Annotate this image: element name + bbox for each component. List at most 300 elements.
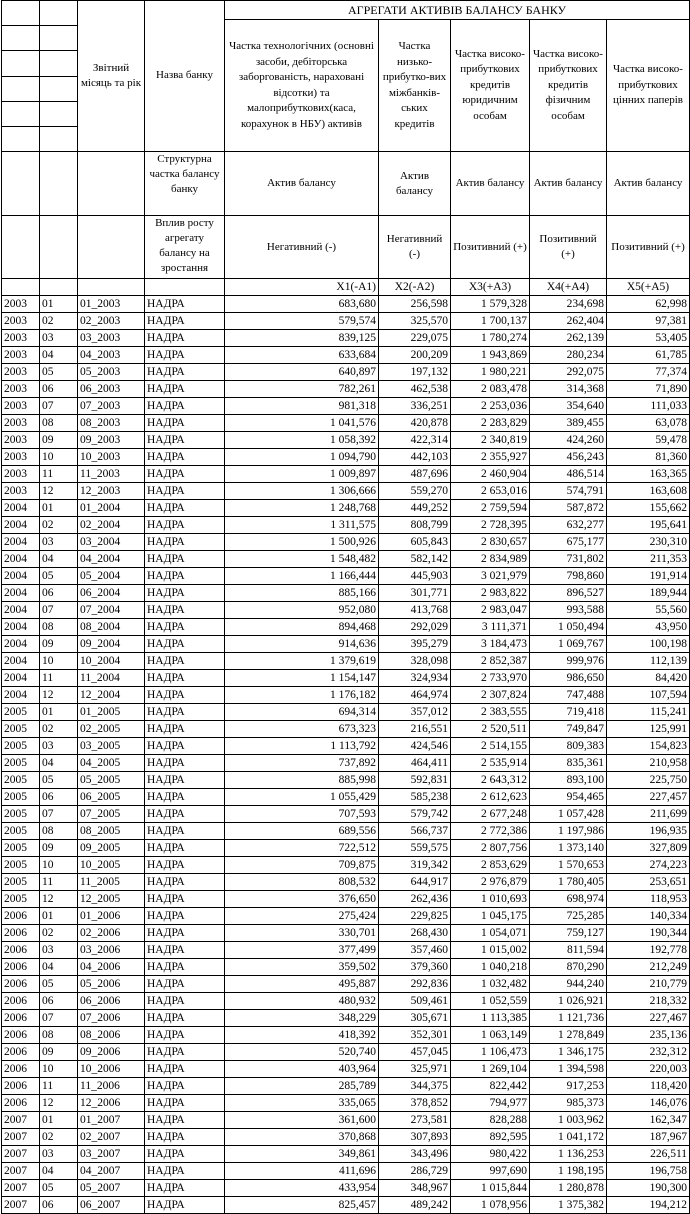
month-cell[interactable]: 12 — [40, 483, 78, 500]
year-cell[interactable]: 2005 — [2, 738, 40, 755]
period-cell[interactable]: 05_2006 — [78, 976, 145, 993]
period-cell[interactable]: 05_2005 — [78, 772, 145, 789]
empty-cell[interactable] — [78, 152, 145, 216]
x3-value[interactable]: 1 269,104 — [451, 1061, 530, 1078]
year-cell[interactable]: 2004 — [2, 534, 40, 551]
bank-name-cell[interactable]: НАДРА — [145, 500, 225, 517]
month-cell[interactable]: 09 — [40, 840, 78, 857]
bank-name-cell[interactable]: НАДРА — [145, 432, 225, 449]
bank-name-cell[interactable]: НАДРА — [145, 1197, 225, 1214]
x1-value[interactable]: 1 548,482 — [225, 551, 379, 568]
year-cell[interactable]: 2003 — [2, 364, 40, 381]
period-cell[interactable]: 07_2005 — [78, 806, 145, 823]
x2-value[interactable]: 644,917 — [379, 874, 451, 891]
month-cell[interactable]: 08 — [40, 823, 78, 840]
x1-value[interactable]: 633,684 — [225, 347, 379, 364]
year-cell[interactable]: 2006 — [2, 976, 40, 993]
x3-value[interactable]: 1 045,175 — [451, 908, 530, 925]
bank-name-cell[interactable]: НАДРА — [145, 619, 225, 636]
x2-value[interactable]: 229,825 — [379, 908, 451, 925]
x1-value[interactable]: 359,502 — [225, 959, 379, 976]
month-cell[interactable]: 04 — [40, 1163, 78, 1180]
corner-cell-a[interactable] — [2, 1, 40, 152]
structural-share-label[interactable]: Структурна частка балансу банку — [145, 152, 225, 216]
year-cell[interactable]: 2007 — [2, 1197, 40, 1214]
year-cell[interactable]: 2005 — [2, 840, 40, 857]
x5-value[interactable]: 77,374 — [607, 364, 690, 381]
x4-value[interactable]: 893,100 — [530, 772, 607, 789]
x3-value[interactable]: 794,977 — [451, 1095, 530, 1112]
asset-label-x4[interactable]: Актив балансу — [530, 152, 607, 216]
bank-name-cell[interactable]: НАДРА — [145, 1078, 225, 1095]
x2-value[interactable]: 305,671 — [379, 1010, 451, 1027]
bank-name-cell[interactable]: НАДРА — [145, 942, 225, 959]
x2-value[interactable]: 292,836 — [379, 976, 451, 993]
x3-value[interactable]: 2 514,155 — [451, 738, 530, 755]
x1-value[interactable]: 1 379,619 — [225, 653, 379, 670]
x3-value[interactable]: 2 772,386 — [451, 823, 530, 840]
x5-value[interactable]: 107,594 — [607, 687, 690, 704]
x5-value[interactable]: 118,953 — [607, 891, 690, 908]
x3-value[interactable]: 2 460,904 — [451, 466, 530, 483]
year-cell[interactable]: 2004 — [2, 585, 40, 602]
year-cell[interactable]: 2007 — [2, 1146, 40, 1163]
x5-value[interactable]: 59,478 — [607, 432, 690, 449]
year-cell[interactable]: 2004 — [2, 619, 40, 636]
x2-value[interactable]: 395,279 — [379, 636, 451, 653]
empty-cell[interactable] — [78, 216, 145, 279]
x5-value[interactable]: 162,347 — [607, 1112, 690, 1129]
x1-value[interactable]: 709,875 — [225, 857, 379, 874]
x4-value[interactable]: 1 136,253 — [530, 1146, 607, 1163]
x3-value[interactable]: 1 943,869 — [451, 347, 530, 364]
period-cell[interactable]: 07_2006 — [78, 1010, 145, 1027]
year-cell[interactable]: 2003 — [2, 483, 40, 500]
year-cell[interactable]: 2003 — [2, 398, 40, 415]
x2-value[interactable]: 378,852 — [379, 1095, 451, 1112]
month-cell[interactable]: 07 — [40, 602, 78, 619]
period-cell[interactable]: 06_2006 — [78, 993, 145, 1010]
year-cell[interactable]: 2006 — [2, 959, 40, 976]
x3-value[interactable]: 980,422 — [451, 1146, 530, 1163]
period-cell[interactable]: 09_2005 — [78, 840, 145, 857]
x1-value[interactable]: 673,323 — [225, 721, 379, 738]
year-cell[interactable]: 2005 — [2, 891, 40, 908]
x4-value[interactable]: 747,488 — [530, 687, 607, 704]
year-cell[interactable]: 2004 — [2, 670, 40, 687]
bank-name-cell[interactable]: НАДРА — [145, 398, 225, 415]
year-cell[interactable]: 2006 — [2, 1010, 40, 1027]
year-cell[interactable]: 2004 — [2, 517, 40, 534]
x3-value[interactable]: 892,595 — [451, 1129, 530, 1146]
x5-value[interactable]: 81,360 — [607, 449, 690, 466]
x4-value[interactable]: 354,640 — [530, 398, 607, 415]
x1-value[interactable]: 377,499 — [225, 942, 379, 959]
x2-value[interactable]: 229,075 — [379, 330, 451, 347]
x2-value[interactable]: 379,360 — [379, 959, 451, 976]
month-cell[interactable]: 04 — [40, 755, 78, 772]
x3-value[interactable]: 2 677,248 — [451, 806, 530, 823]
bank-name-cell[interactable]: НАДРА — [145, 1095, 225, 1112]
bank-name-cell[interactable]: НАДРА — [145, 721, 225, 738]
bank-name-cell[interactable]: НАДРА — [145, 755, 225, 772]
month-cell[interactable]: 08 — [40, 1027, 78, 1044]
x5-value[interactable]: 210,779 — [607, 976, 690, 993]
x1-value[interactable]: 403,964 — [225, 1061, 379, 1078]
year-cell[interactable]: 2005 — [2, 806, 40, 823]
x5-value[interactable]: 63,078 — [607, 415, 690, 432]
x5-value[interactable]: 71,890 — [607, 381, 690, 398]
x1-value[interactable]: 1 009,897 — [225, 466, 379, 483]
empty-cell[interactable] — [40, 152, 78, 216]
x4-value[interactable]: 1 121,736 — [530, 1010, 607, 1027]
x3-value[interactable]: 3 111,371 — [451, 619, 530, 636]
year-cell[interactable]: 2005 — [2, 721, 40, 738]
x4-value[interactable]: 1 198,195 — [530, 1163, 607, 1180]
x4-value[interactable]: 262,404 — [530, 313, 607, 330]
x4-value[interactable]: 749,847 — [530, 721, 607, 738]
x5-value[interactable]: 194,212 — [607, 1197, 690, 1214]
x5-value[interactable]: 210,958 — [607, 755, 690, 772]
x3-value[interactable]: 2 520,511 — [451, 721, 530, 738]
x5-value[interactable]: 196,935 — [607, 823, 690, 840]
month-cell[interactable]: 11 — [40, 874, 78, 891]
x4-value[interactable]: 917,253 — [530, 1078, 607, 1095]
x2-value[interactable]: 262,436 — [379, 891, 451, 908]
x3-value[interactable]: 1 579,328 — [451, 296, 530, 313]
x3-value[interactable]: 2 307,824 — [451, 687, 530, 704]
x5-value[interactable]: 220,003 — [607, 1061, 690, 1078]
period-cell[interactable]: 08_2003 — [78, 415, 145, 432]
month-cell[interactable]: 11 — [40, 1078, 78, 1095]
month-cell[interactable]: 09 — [40, 636, 78, 653]
x4-value[interactable]: 456,243 — [530, 449, 607, 466]
bank-name-cell[interactable]: НАДРА — [145, 857, 225, 874]
x4-value[interactable]: 698,974 — [530, 891, 607, 908]
x3-value[interactable]: 2 733,970 — [451, 670, 530, 687]
period-cell[interactable]: 09_2004 — [78, 636, 145, 653]
period-cell[interactable]: 03_2004 — [78, 534, 145, 551]
x3-value[interactable]: 828,288 — [451, 1112, 530, 1129]
year-cell[interactable]: 2003 — [2, 449, 40, 466]
x3-value[interactable]: 2 853,629 — [451, 857, 530, 874]
bank-name-cell[interactable]: НАДРА — [145, 1163, 225, 1180]
x3-value[interactable]: 1 700,137 — [451, 313, 530, 330]
x4-value[interactable]: 835,361 — [530, 755, 607, 772]
x5-value[interactable]: 211,353 — [607, 551, 690, 568]
period-cell[interactable]: 08_2005 — [78, 823, 145, 840]
x4-value[interactable]: 486,514 — [530, 466, 607, 483]
period-cell[interactable]: 11_2005 — [78, 874, 145, 891]
month-cell[interactable]: 03 — [40, 942, 78, 959]
x2-value[interactable]: 449,252 — [379, 500, 451, 517]
month-cell[interactable]: 02 — [40, 925, 78, 942]
period-cell[interactable]: 02_2004 — [78, 517, 145, 534]
x3-header[interactable]: Частка високо-прибуткових кредитів юридичним особам — [451, 20, 530, 152]
period-cell[interactable]: 10_2004 — [78, 653, 145, 670]
x5-header[interactable]: Частка високо-прибуткових цінних паперів — [607, 20, 690, 152]
month-cell[interactable]: 05 — [40, 364, 78, 381]
year-cell[interactable]: 2006 — [2, 942, 40, 959]
empty-cell[interactable] — [2, 279, 40, 296]
empty-cell[interactable] — [40, 279, 78, 296]
period-cell[interactable]: 08_2006 — [78, 1027, 145, 1044]
x1-value[interactable]: 640,897 — [225, 364, 379, 381]
x5-value[interactable]: 196,758 — [607, 1163, 690, 1180]
x2-value[interactable]: 268,430 — [379, 925, 451, 942]
x5-value[interactable]: 100,198 — [607, 636, 690, 653]
x1-value[interactable]: 683,680 — [225, 296, 379, 313]
x2-value[interactable]: 197,132 — [379, 364, 451, 381]
bank-name-cell[interactable]: НАДРА — [145, 1180, 225, 1197]
month-year-header[interactable]: Звітний місяць та рік — [78, 1, 145, 152]
month-cell[interactable]: 12 — [40, 891, 78, 908]
x5-value[interactable]: 154,823 — [607, 738, 690, 755]
empty-cell[interactable] — [2, 152, 40, 216]
x3-value[interactable]: 3 184,473 — [451, 636, 530, 653]
x3-value[interactable]: 2 355,927 — [451, 449, 530, 466]
x3-value[interactable]: 2 535,914 — [451, 755, 530, 772]
bank-name-cell[interactable]: НАДРА — [145, 568, 225, 585]
period-cell[interactable]: 11_2006 — [78, 1078, 145, 1095]
x4-value[interactable]: 719,418 — [530, 704, 607, 721]
bank-name-cell[interactable]: НАДРА — [145, 330, 225, 347]
x4-value[interactable]: 944,240 — [530, 976, 607, 993]
code-x4[interactable]: X4(+A4) — [530, 279, 607, 296]
year-cell[interactable]: 2006 — [2, 1061, 40, 1078]
x1-value[interactable]: 689,556 — [225, 823, 379, 840]
influence-x2[interactable]: Негативний (-) — [379, 216, 451, 279]
year-cell[interactable]: 2006 — [2, 1095, 40, 1112]
year-cell[interactable]: 2007 — [2, 1129, 40, 1146]
x3-value[interactable]: 1 052,559 — [451, 993, 530, 1010]
x4-value[interactable]: 1 050,494 — [530, 619, 607, 636]
x3-value[interactable]: 1 113,385 — [451, 1010, 530, 1027]
month-cell[interactable]: 03 — [40, 1146, 78, 1163]
bank-name-cell[interactable]: НАДРА — [145, 364, 225, 381]
x2-value[interactable]: 462,538 — [379, 381, 451, 398]
x4-value[interactable]: 1 003,962 — [530, 1112, 607, 1129]
period-cell[interactable]: 08_2004 — [78, 619, 145, 636]
period-cell[interactable]: 11_2004 — [78, 670, 145, 687]
empty-cell[interactable] — [40, 216, 78, 279]
x1-value[interactable]: 981,318 — [225, 398, 379, 415]
x3-value[interactable]: 1 054,071 — [451, 925, 530, 942]
x5-value[interactable]: 192,778 — [607, 942, 690, 959]
period-cell[interactable]: 09_2006 — [78, 1044, 145, 1061]
bank-name-cell[interactable]: НАДРА — [145, 1044, 225, 1061]
x3-value[interactable]: 2 852,387 — [451, 653, 530, 670]
x3-value[interactable]: 2 283,829 — [451, 415, 530, 432]
bank-name-cell[interactable]: НАДРА — [145, 891, 225, 908]
year-cell[interactable]: 2004 — [2, 636, 40, 653]
month-cell[interactable]: 10 — [40, 653, 78, 670]
bank-name-cell[interactable]: НАДРА — [145, 1061, 225, 1078]
influence-x4[interactable]: Позитивний (+) — [530, 216, 607, 279]
x4-value[interactable]: 280,234 — [530, 347, 607, 364]
x5-value[interactable]: 235,136 — [607, 1027, 690, 1044]
x2-value[interactable]: 489,242 — [379, 1197, 451, 1214]
influence-x5[interactable]: Позитивний (+) — [607, 216, 690, 279]
month-cell[interactable]: 01 — [40, 500, 78, 517]
month-cell[interactable]: 01 — [40, 296, 78, 313]
bank-name-cell[interactable]: НАДРА — [145, 925, 225, 942]
x2-value[interactable]: 487,696 — [379, 466, 451, 483]
month-cell[interactable]: 03 — [40, 330, 78, 347]
x5-value[interactable]: 190,300 — [607, 1180, 690, 1197]
period-cell[interactable]: 05_2007 — [78, 1180, 145, 1197]
year-cell[interactable]: 2004 — [2, 500, 40, 517]
x1-value[interactable]: 737,892 — [225, 755, 379, 772]
x3-value[interactable]: 822,442 — [451, 1078, 530, 1095]
x4-value[interactable]: 986,650 — [530, 670, 607, 687]
x4-value[interactable]: 1 278,849 — [530, 1027, 607, 1044]
x1-value[interactable]: 285,789 — [225, 1078, 379, 1095]
group-title[interactable]: АГРЕГАТИ АКТИВІВ БАЛАНСУ БАНКУ — [225, 1, 690, 20]
x1-value[interactable]: 885,166 — [225, 585, 379, 602]
x5-value[interactable]: 115,241 — [607, 704, 690, 721]
x2-value[interactable]: 420,878 — [379, 415, 451, 432]
bank-name-cell[interactable]: НАДРА — [145, 806, 225, 823]
x1-value[interactable]: 808,532 — [225, 874, 379, 891]
x1-value[interactable]: 1 166,444 — [225, 568, 379, 585]
period-cell[interactable]: 04_2006 — [78, 959, 145, 976]
x4-value[interactable]: 574,791 — [530, 483, 607, 500]
period-cell[interactable]: 06_2003 — [78, 381, 145, 398]
x5-value[interactable]: 211,699 — [607, 806, 690, 823]
x1-value[interactable]: 1 113,792 — [225, 738, 379, 755]
bank-name-cell[interactable]: НАДРА — [145, 993, 225, 1010]
month-cell[interactable]: 02 — [40, 721, 78, 738]
period-cell[interactable]: 03_2007 — [78, 1146, 145, 1163]
year-cell[interactable]: 2007 — [2, 1112, 40, 1129]
bank-name-cell[interactable]: НАДРА — [145, 670, 225, 687]
x1-value[interactable]: 330,701 — [225, 925, 379, 942]
bank-name-cell[interactable]: НАДРА — [145, 1146, 225, 1163]
x2-value[interactable]: 286,729 — [379, 1163, 451, 1180]
x3-value[interactable]: 2 653,016 — [451, 483, 530, 500]
x5-value[interactable]: 163,608 — [607, 483, 690, 500]
period-cell[interactable]: 09_2003 — [78, 432, 145, 449]
period-cell[interactable]: 03_2006 — [78, 942, 145, 959]
influence-label[interactable]: Вплив росту агрегату балансу на зростання — [145, 216, 225, 279]
x1-value[interactable]: 495,887 — [225, 976, 379, 993]
x1-value[interactable]: 914,636 — [225, 636, 379, 653]
month-cell[interactable]: 01 — [40, 908, 78, 925]
bank-name-cell[interactable]: НАДРА — [145, 1129, 225, 1146]
asset-label-x5[interactable]: Актив балансу — [607, 152, 690, 216]
bank-name-cell[interactable]: НАДРА — [145, 908, 225, 925]
month-cell[interactable]: 07 — [40, 1010, 78, 1027]
bank-name-cell[interactable]: НАДРА — [145, 976, 225, 993]
year-cell[interactable]: 2006 — [2, 908, 40, 925]
x4-value[interactable]: 993,588 — [530, 602, 607, 619]
x3-value[interactable]: 2 830,657 — [451, 534, 530, 551]
year-cell[interactable]: 2004 — [2, 551, 40, 568]
x5-value[interactable]: 212,249 — [607, 959, 690, 976]
period-cell[interactable]: 05_2004 — [78, 568, 145, 585]
x4-value[interactable]: 632,277 — [530, 517, 607, 534]
x1-value[interactable]: 839,125 — [225, 330, 379, 347]
x2-value[interactable]: 357,012 — [379, 704, 451, 721]
month-cell[interactable]: 04 — [40, 959, 78, 976]
x5-value[interactable]: 226,511 — [607, 1146, 690, 1163]
x4-value[interactable]: 809,383 — [530, 738, 607, 755]
year-cell[interactable]: 2004 — [2, 653, 40, 670]
x1-value[interactable]: 335,065 — [225, 1095, 379, 1112]
x5-value[interactable]: 163,365 — [607, 466, 690, 483]
x2-value[interactable]: 256,598 — [379, 296, 451, 313]
x5-value[interactable]: 140,334 — [607, 908, 690, 925]
x1-value[interactable]: 782,261 — [225, 381, 379, 398]
x4-header[interactable]: Частка високо-прибуткових кредитів фізичним особам — [530, 20, 607, 152]
code-x1[interactable]: X1(-A1) — [225, 279, 379, 296]
asset-label-x2[interactable]: Актив балансу — [379, 152, 451, 216]
x2-value[interactable]: 352,301 — [379, 1027, 451, 1044]
period-cell[interactable]: 04_2007 — [78, 1163, 145, 1180]
x4-value[interactable]: 424,260 — [530, 432, 607, 449]
period-cell[interactable]: 01_2006 — [78, 908, 145, 925]
period-cell[interactable]: 01_2007 — [78, 1112, 145, 1129]
x5-value[interactable]: 195,641 — [607, 517, 690, 534]
x1-value[interactable]: 480,932 — [225, 993, 379, 1010]
influence-x3[interactable]: Позитивний (+) — [451, 216, 530, 279]
year-cell[interactable]: 2006 — [2, 1078, 40, 1095]
x2-value[interactable]: 343,496 — [379, 1146, 451, 1163]
asset-label-x3[interactable]: Актив балансу — [451, 152, 530, 216]
code-x2[interactable]: X2(-A2) — [379, 279, 451, 296]
x3-value[interactable]: 2 983,822 — [451, 585, 530, 602]
x2-value[interactable]: 464,411 — [379, 755, 451, 772]
x5-value[interactable]: 112,139 — [607, 653, 690, 670]
bank-name-cell[interactable]: НАДРА — [145, 415, 225, 432]
year-cell[interactable]: 2005 — [2, 874, 40, 891]
x4-value[interactable]: 1 057,428 — [530, 806, 607, 823]
x1-value[interactable]: 1 055,429 — [225, 789, 379, 806]
period-cell[interactable]: 12_2006 — [78, 1095, 145, 1112]
x2-value[interactable]: 357,460 — [379, 942, 451, 959]
year-cell[interactable]: 2005 — [2, 857, 40, 874]
bank-name-cell[interactable]: НАДРА — [145, 1112, 225, 1129]
x5-value[interactable]: 232,312 — [607, 1044, 690, 1061]
x5-value[interactable]: 61,785 — [607, 347, 690, 364]
month-cell[interactable]: 10 — [40, 1061, 78, 1078]
x3-value[interactable]: 2 383,555 — [451, 704, 530, 721]
x2-value[interactable]: 442,103 — [379, 449, 451, 466]
x2-value[interactable]: 324,934 — [379, 670, 451, 687]
x3-value[interactable]: 1 032,482 — [451, 976, 530, 993]
period-cell[interactable]: 10_2003 — [78, 449, 145, 466]
year-cell[interactable]: 2003 — [2, 415, 40, 432]
year-cell[interactable]: 2004 — [2, 687, 40, 704]
x5-value[interactable]: 155,662 — [607, 500, 690, 517]
year-cell[interactable]: 2006 — [2, 925, 40, 942]
x1-value[interactable]: 1 306,666 — [225, 483, 379, 500]
bank-name-cell[interactable]: НАДРА — [145, 704, 225, 721]
x1-value[interactable]: 694,314 — [225, 704, 379, 721]
month-cell[interactable]: 04 — [40, 551, 78, 568]
x1-value[interactable]: 275,424 — [225, 908, 379, 925]
month-cell[interactable]: 08 — [40, 415, 78, 432]
bank-name-cell[interactable]: НАДРА — [145, 772, 225, 789]
month-cell[interactable]: 11 — [40, 466, 78, 483]
x1-value[interactable]: 1 094,790 — [225, 449, 379, 466]
period-cell[interactable]: 03_2003 — [78, 330, 145, 347]
bank-name-cell[interactable]: НАДРА — [145, 653, 225, 670]
x4-value[interactable]: 1 394,598 — [530, 1061, 607, 1078]
x2-value[interactable]: 273,581 — [379, 1112, 451, 1129]
x1-value[interactable]: 411,696 — [225, 1163, 379, 1180]
